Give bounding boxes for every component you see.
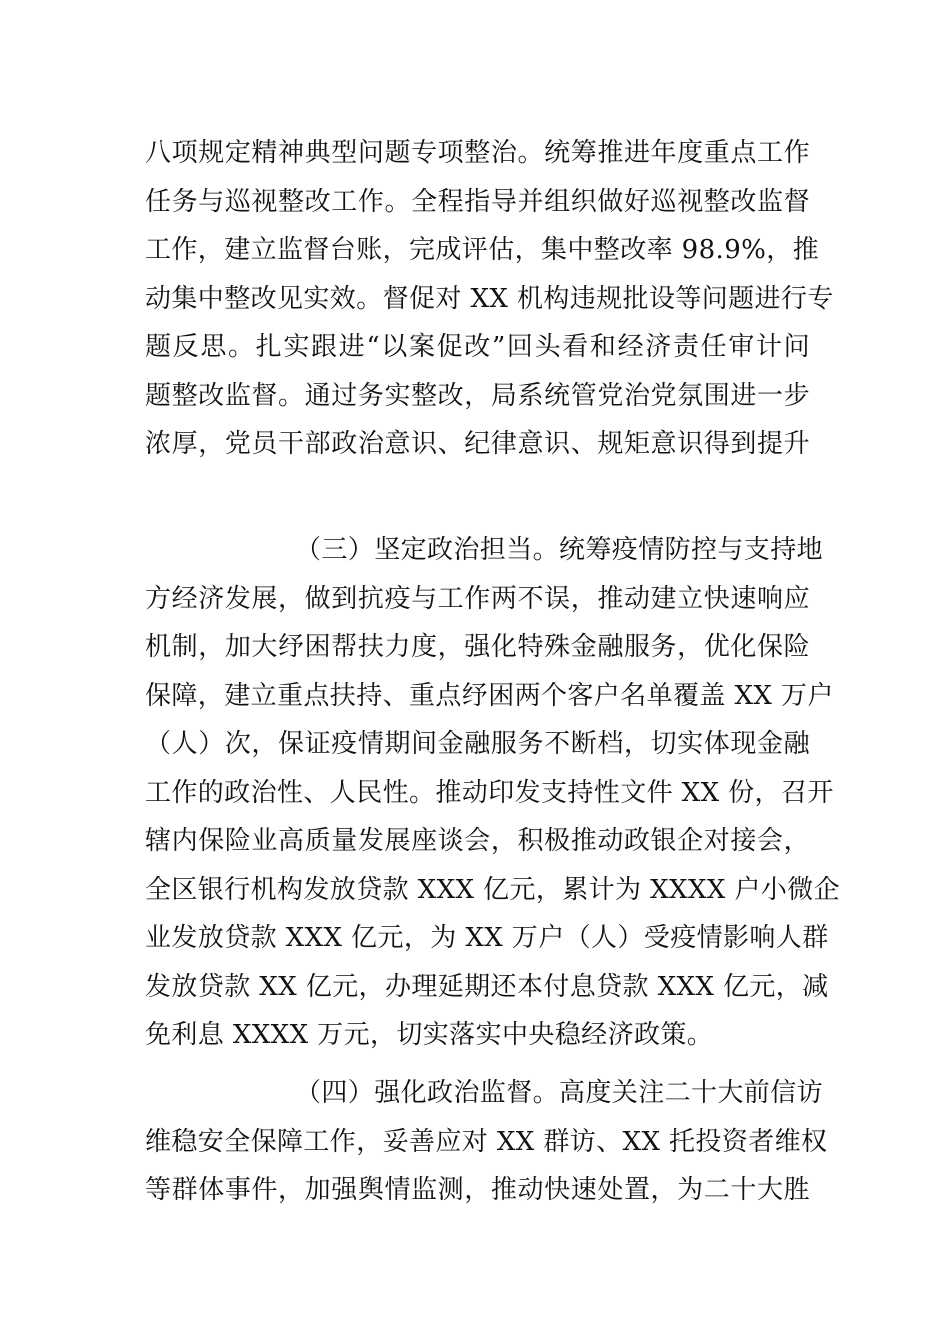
text-line: 等群体事件，加强舆情监测，推动快速处置，为二十大胜 [145, 1175, 810, 1205]
text-line: 业发放贷款 XXX 亿元，为 XX 万户（人）受疫情影响人群 [145, 923, 829, 953]
paragraph-political-supervision [145, 1069, 828, 1215]
text-line: 发放贷款 XX 亿元，办理延期还本付息贷款 XXX 亿元，减 [145, 971, 829, 1002]
text-line: 维稳安全保障工作，妥善应对 XX 群访、XX 托投资者维权 [145, 1126, 828, 1157]
text-line: 任务与巡视整改工作。全程指导并组织做好巡视整改监督 [145, 186, 810, 217]
text-line: 浓厚，党员干部政治意识、纪律意识、规矩意识得到提升 [145, 429, 810, 459]
text-line: 题反思。扎实跟进“以案促改”回头看和经济责任审计问 [145, 332, 810, 362]
text-line: 保障，建立重点扶持、重点纾困两个客户名单覆盖 XX 万户 [145, 680, 834, 711]
text-line: 机制，加大纾困帮扶力度，强化特殊金融服务，优化保险 [145, 632, 810, 662]
text-line: 八项规定精神典型问题专项整治。统筹推进年度重点工作 [145, 138, 810, 168]
text-line: 题整改监督。通过务实整改，局系统管党治党氛围进一步 [145, 380, 810, 411]
section-heading-line: （四）强化政治监督。高度关注二十大前信访 [295, 1078, 824, 1108]
text-line: （人）次，保证疫情期间金融服务不断档，切实体现金融 [145, 729, 810, 759]
text-line: 全区银行机构发放贷款 XXX 亿元，累计为 XXXX 户小微企 [145, 874, 841, 905]
text-line: 辖内保险业高质量发展座谈会，积极推动政银企对接会， [145, 826, 810, 856]
paragraph-political-responsibility [145, 526, 841, 1060]
text-line: 动集中整改见实效。督促对 XX 机构违规批设等问题进行专 [145, 283, 834, 314]
text-line: 免利息 XXXX 万元，切实落实中央稳经济政策。 [145, 1020, 714, 1050]
text-line: 工作，建立监督台账，完成评估，集中整改率 98.9%，推 [145, 235, 820, 265]
text-line: 方经济发展，做到抗疫与工作两不误，推动建立快速响应 [145, 583, 810, 614]
section-heading-line: （三）坚定政治担当。统筹疫情防控与支持地 [295, 535, 824, 565]
paragraph-rectification [145, 129, 834, 469]
text-line: 工作的政治性、人民性。推动印发支持性文件 XX 份，召开 [145, 777, 834, 808]
